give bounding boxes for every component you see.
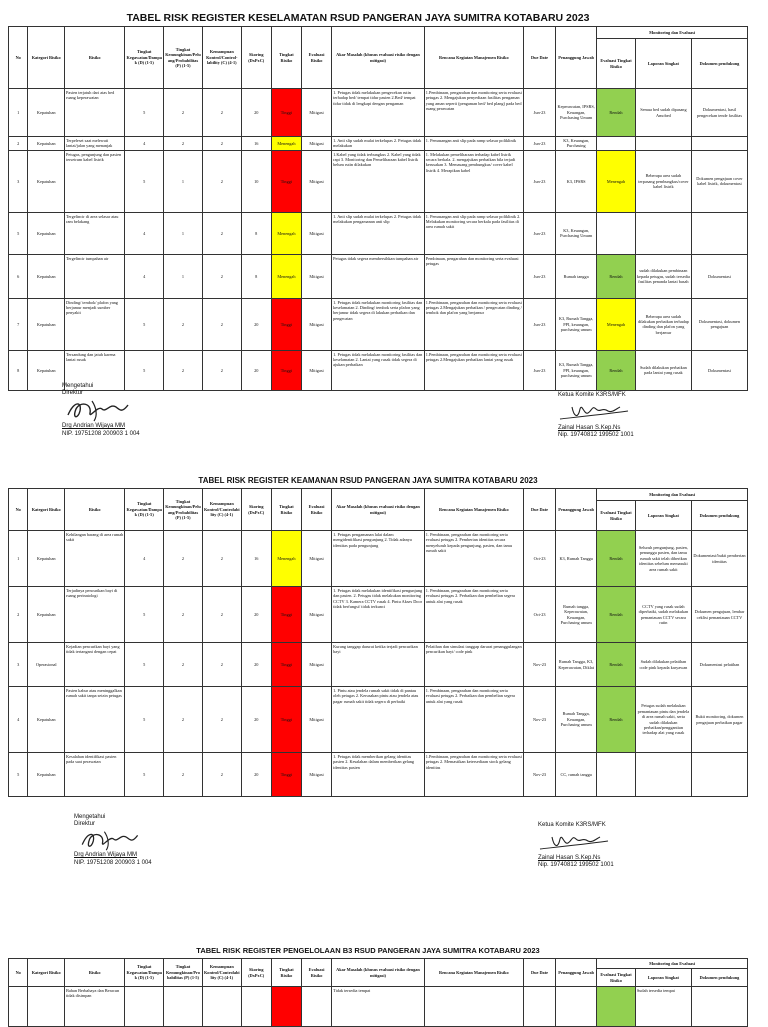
col-akar: Akar Masalah (khusus evaluasi risiko dengan mitigasi): [332, 959, 425, 987]
due-cell: Jun-23: [523, 298, 555, 350]
dok-cell: Dokumen pengajuan cover kabel listrik, dokumentasi: [691, 150, 747, 212]
col-akar: Akar Masalah (khusus evaluasi risiko dengan mitigasi): [332, 27, 425, 89]
dok-cell: [691, 212, 747, 254]
no-cell: 3: [9, 643, 28, 687]
col-dampak: Tingkat Kegawatan/Dampak (D) (1-5): [125, 27, 164, 89]
section-title: TABEL RISK REGISTER PENGELOLAAN B3 RSUD PANGERAN JAYA SUMITRA KOTABARU 2023: [196, 946, 540, 955]
sign-nip: Nip. 19740812 199502 1001: [558, 432, 634, 439]
p-cell: 2: [164, 753, 203, 797]
p-cell: 2: [164, 137, 203, 151]
table-row: [9, 212, 748, 254]
lap-cell: Sudah dilakukan pelatihan code pink kepada karyawan: [635, 643, 691, 687]
laporan-cell: Sudah tersedia tempat: [635, 987, 691, 1027]
due-cell: Nov-23: [523, 753, 555, 797]
col-kontrol: Kemampuan Kontrol/Controlability (C) (4-1): [202, 959, 241, 987]
due-cell: Jun-23: [523, 212, 555, 254]
akar-cell: 1. Petugas tidak memberikan gelang identitas pasien 2. Kesalahan dalam memberikan gelang identitas pasien: [332, 753, 425, 797]
c-cell: 2: [202, 137, 241, 151]
kategori-cell: Kepatuhan: [28, 531, 65, 587]
eval-cell: Mitigasi: [301, 298, 331, 350]
kategori-cell: Kepatuhan: [28, 753, 65, 797]
col-evtingkat: Evaluasi Tingkat Risiko: [597, 969, 636, 987]
d-cell: 5: [125, 150, 164, 212]
p-cell: 2: [164, 531, 203, 587]
eval-cell: Mitigasi: [301, 150, 331, 212]
c-cell: 2: [202, 150, 241, 212]
due-cell: Oct-23: [523, 531, 555, 587]
col-peluang: Tingkat Kemungkinan/Peluang/Probabilitas (P) (1-5): [164, 489, 203, 531]
akar-cell: Tidak tersedia tempat: [332, 987, 425, 1027]
col-dokumen: Dokumen pendukung: [691, 969, 747, 987]
akar-cell: 1. Petugas tidak melakukan monitoring fasilitas dan keselamatan 2. Dinding/ tembok serta plafon yang berjamur tidak segera di lakukan perbaikan dan pengecatan: [332, 298, 425, 350]
section-title: TABEL RISK REGISTER KEAMANAN RSUD PANGERAN JAYA SUMITRA KOTABARU 2023: [198, 476, 538, 485]
dok-cell: Dokumentasi: [691, 350, 747, 390]
due-cell: Jun-23: [523, 137, 555, 151]
lap-cell: [635, 212, 691, 254]
p-cell: 2: [164, 89, 203, 137]
no-cell: 8: [9, 350, 28, 390]
lap-cell: Seluruh pengunjung, pasien, penunggu pasien, dan tamu rumah sakit telah diberikan identitas sebelum memasuki area rumah sakit: [635, 531, 691, 587]
lap-cell: [635, 137, 691, 151]
due-cell: Nov-23: [523, 687, 555, 753]
risiko-cell: Dinding/ tembok/ plafon yang berjamur menjadi sumber penyakit: [65, 298, 125, 350]
table-row: [9, 687, 748, 753]
rencana-cell: 1. Pembinaan, pengarahan dan monitoring serta evaluasi petugas 2. Perbaikan dan pembelian segera untuk alat yang rusak: [424, 587, 523, 643]
evt-cell: [597, 212, 636, 254]
table-row: [9, 587, 748, 643]
c-cell: 2: [202, 298, 241, 350]
no-cell: 6: [9, 254, 28, 298]
c-cell: 2: [202, 531, 241, 587]
due-cell: Jun-23: [523, 150, 555, 212]
due-cell: Oct-23: [523, 587, 555, 643]
akar-cell: 1. Petugas pengamanan lalai dalam mengidentifikasi pengunjung 2. Tidak adanya identitas pada pengunjung: [332, 531, 425, 587]
rencana-cell: 1.Pembinaan, pengarahan dan monitoring serta evaluasi petugas 2. Mengajukan penyediaan fasilitas pengaman yang aman seperti (pengaman bed/ bed plang) pada bed ruang perawatan: [424, 89, 523, 137]
p-cell: 2: [164, 587, 203, 643]
d-cell: 5: [125, 753, 164, 797]
pj-cell: K3, IPSRS: [556, 150, 597, 212]
signature-right: [558, 392, 638, 440]
col-pj: Penanggung Jawab: [556, 489, 597, 531]
due-cell: Nov-23: [523, 643, 555, 687]
dok-cell: [691, 137, 747, 151]
kategori-cell: Kepatuhan: [28, 137, 65, 151]
table-row: [9, 298, 748, 350]
table-row: [9, 150, 748, 212]
col-peluang: Tingkat Kemungkinan/Peluang/Probabilitas (P) (1-5): [164, 27, 203, 89]
no-cell: 1: [9, 531, 28, 587]
lap-cell: Petugas sudah melakukan pemantauan pintu dan jendela di area rumah sakit, serta sudah dilakukan perbaikan/penggantian terhadap alat yang rusak: [635, 687, 691, 753]
kategori-cell: Operasional: [28, 643, 65, 687]
rencana-cell: Pelatihan dan simulasi tanggap darurat penanggulangan pencurikan bayi/ code pink: [424, 643, 523, 687]
eval-cell: Mitigasi: [301, 254, 331, 298]
evt-cell: Rendah: [597, 531, 636, 587]
sign-label: Mengetahui: [74, 814, 106, 820]
col-evaluasi: Evaluasi Risiko: [301, 959, 331, 987]
col-kategori: Kategori Risiko: [28, 959, 65, 987]
sign-role: Direktur: [74, 821, 96, 828]
lap-cell: Beberapa area sudah terpasang pembungkus/cover kabel listrik: [635, 150, 691, 212]
akar-cell: 1. Petugas tidak melakukan pengecekan rutin terhadap bed/ tempat tidur pasien 2.Bed/ tempat tidur tidak di lengkapi dengan pengaman: [332, 89, 425, 137]
c-cell: 2: [202, 350, 241, 390]
c-cell: 2: [202, 212, 241, 254]
table-row: [9, 753, 748, 797]
eval-cell: Mitigasi: [301, 350, 331, 390]
c-cell: 2: [202, 89, 241, 137]
skor-cell: 20: [241, 753, 271, 797]
col-peluang: Tingkat Kemungkinan/Probabilitas (P) (1-5): [164, 959, 203, 987]
skor-cell: 8: [241, 254, 271, 298]
skor-cell: 10: [241, 150, 271, 212]
d-cell: 5: [125, 89, 164, 137]
eval-cell: Mitigasi: [301, 531, 331, 587]
due-cell: Jun-23: [523, 89, 555, 137]
col-pj: Penanggung Jawab: [556, 959, 597, 987]
evt-cell: Rendah: [597, 687, 636, 753]
skor-cell: 8: [241, 212, 271, 254]
no-cell: 2: [9, 137, 28, 151]
akar-cell: Petugas tidak segera membersihkan tumpahan air: [332, 254, 425, 298]
col-kategori: Kategori Risiko: [28, 27, 65, 89]
akar-cell: 1. Petugas tidak melakukan monitoring fasilitas dan keselamatan 2. Lantai yang rusak tidak segera di ajukan perbaikan: [332, 350, 425, 390]
col-risiko: Risiko: [65, 489, 125, 531]
evt-cell: Rendah: [597, 350, 636, 390]
col-due: Due Date: [523, 489, 555, 531]
col-monev: Monitoring dan Evaluasi: [597, 959, 748, 969]
d-cell: 5: [125, 298, 164, 350]
signature-image: [74, 828, 144, 852]
skor-cell: 16: [241, 531, 271, 587]
sign-name: Drg Andrian Wijaya MM: [62, 423, 126, 430]
col-evtingkat: Evaluasi Tingkat Risiko: [597, 501, 636, 531]
sign-label: Ketua Komite K3RS/MFK: [558, 392, 626, 398]
c-cell: 2: [202, 643, 241, 687]
col-dokumen: Dokumen pendukung: [691, 501, 747, 531]
col-monev: Monitoring dan Evaluasi: [597, 489, 748, 501]
akar-cell: Kurang tanggap darurat ketika terjadi pencurikan bayi: [332, 643, 425, 687]
dok-cell: [691, 753, 747, 797]
lap-cell: CCTV yang rusak sudah diperbaiki, sudah melakukan pemantauan CCTV secara rutin: [635, 587, 691, 643]
sign-name: Zainal Hasan S.Kep.Ns: [538, 855, 601, 862]
rencana-cell: 1.Pembinaan, pengarahan dan monitoring serta evaluasi petugas 2. Memastikan ketersediaan stock gelang identitas: [424, 753, 523, 797]
no-cell: 4: [9, 687, 28, 753]
col-no: No: [9, 489, 28, 531]
d-cell: 4: [125, 254, 164, 298]
evt-cell: [597, 753, 636, 797]
col-laporan: Laporan Singkat: [635, 969, 691, 987]
table-row: [9, 254, 748, 298]
col-laporan: Laporan Singkat: [635, 501, 691, 531]
rencana-cell: 1. Pemasangan anti slip pada ramp selasar poliklinik 2. Melakukan monitoring secara berkala pada fasilitas di area rumah sakit: [424, 212, 523, 254]
section-keamanan: [8, 476, 748, 797]
kategori-cell: Kepatuhan: [28, 298, 65, 350]
rencana-cell: 1. Pemasangan anti slip pada ramp selasar poliklinik: [424, 137, 523, 151]
evt-cell: Rendah: [597, 643, 636, 687]
skor-cell: 20: [241, 298, 271, 350]
evt-cell: Rendah: [597, 587, 636, 643]
col-pj: Penanggung Jawab: [556, 27, 597, 89]
table-row: [9, 643, 748, 687]
p-cell: 2: [164, 643, 203, 687]
skor-cell: 20: [241, 350, 271, 390]
risiko-cell: Tergelincir tumpahan air: [65, 254, 125, 298]
table-row: [9, 531, 748, 587]
col-dokumen: Dokumen pendukung: [691, 39, 747, 89]
col-evtingkat: Evaluasi Tingkat Risiko: [597, 39, 636, 89]
dok-cell: Dokumentasi pelatihan: [691, 643, 747, 687]
risiko-cell: Kesalahan identifikasi pasien pada saat perawatan: [65, 753, 125, 797]
eval-cell: Mitigasi: [301, 687, 331, 753]
sign-name: Zainal Hasan S.Kep.Ns: [558, 425, 621, 432]
eval-cell: Mitigasi: [301, 137, 331, 151]
signature-image: [558, 399, 638, 425]
dok-cell: Dokumentasi: [691, 254, 747, 298]
c-cell: 2: [202, 254, 241, 298]
col-laporan: Laporan Singkat: [635, 39, 691, 89]
tingkat-cell: Tinggi: [271, 753, 301, 797]
c-cell: 2: [202, 687, 241, 753]
pj-cell: K3, Rumah Tangga, PPI, keuangan, purchasing umum: [556, 298, 597, 350]
skor-cell: 20: [241, 587, 271, 643]
section-b3: [8, 946, 748, 1027]
skor-cell: 20: [241, 643, 271, 687]
col-no: No: [9, 959, 28, 987]
tingkat-cell: Tinggi: [271, 587, 301, 643]
sign-name: Drg Andrian Wijaya MM: [74, 852, 138, 859]
rencana-cell: 1. Pembinaan, pengarahan dan monitoring serta evaluasi petugas 2. Pemberian identitas secara menyeluruh kepada pengunjung, pasien, dan tamu rumah sakit: [424, 531, 523, 587]
kategori-cell: Kepatuhan: [28, 587, 65, 643]
risiko-cell: Bahan Berbahaya dan Beracun tidak disimpan: [65, 987, 125, 1027]
pj-cell: K3, Keuangan, Purchasing: [556, 137, 597, 151]
sign-nip: NIP. 19751208 200903 1 004: [74, 859, 152, 866]
col-skoring: Skoring (DxPxC): [241, 959, 271, 987]
tingkat-cell: Tinggi: [271, 298, 301, 350]
pj-cell: K3, Rumah Tangga: [556, 531, 597, 587]
col-kontrol: Kemampuan Kontrol/Controlability (C) (4-1): [202, 489, 241, 531]
p-cell: 2: [164, 350, 203, 390]
section-title: TABEL RISK REGISTER KESELAMATAN RSUD PANGERAN JAYA SUMITRA KOTABARU 2023: [126, 12, 590, 24]
table-row: [9, 89, 748, 137]
pj-cell: Rumah tangga: [556, 254, 597, 298]
col-no: No: [9, 27, 28, 89]
pj-cell: K3, Keuangan, Purchasing Umum: [556, 212, 597, 254]
sign-label: Ketua Komite K3RS/MFK: [538, 822, 606, 828]
due-cell: Jun-23: [523, 254, 555, 298]
p-cell: 1: [164, 150, 203, 212]
lap-cell: sudah dilakukan pembinaan kepada petugas, sudah tersedia fasilitas penanda lantai basah: [635, 254, 691, 298]
sign-nip: NIP. 19751208 200903 1 004: [62, 430, 140, 437]
col-tingkat: Tingkat Risiko: [271, 959, 301, 987]
tingkat-cell: Tinggi: [271, 643, 301, 687]
sign-role: Direktur: [62, 390, 84, 397]
kategori-cell: Kepatuhan: [28, 687, 65, 753]
no-cell: 3: [9, 150, 28, 212]
no-cell: 5: [9, 212, 28, 254]
risiko-cell: Pasien kabur atau meninggalkan rumah sakit tanpa seizin petugas: [65, 687, 125, 753]
col-akar: Akar Masalah (khusus evaluasi risiko dengan mitigasi): [332, 489, 425, 531]
col-skoring: Skoring (DxPxC): [241, 489, 271, 531]
risiko-cell: Kejadian pencurikan bayi yang tidak tertangani dengan cepat: [65, 643, 125, 687]
evt-cell: Rendah: [597, 254, 636, 298]
c-cell: 2: [202, 753, 241, 797]
evt-cell: Menengah: [597, 150, 636, 212]
kategori-cell: Kepatuhan: [28, 150, 65, 212]
evt-cell: [597, 987, 636, 1027]
sign-nip: Nip. 19740812 199502 1001: [538, 862, 614, 869]
col-evaluasi: Evaluasi Risiko: [301, 489, 331, 531]
skor-cell: 20: [241, 89, 271, 137]
eval-cell: Mitigasi: [301, 643, 331, 687]
due-cell: Jun-23: [523, 350, 555, 390]
no-cell: 7: [9, 298, 28, 350]
col-skoring: Skoring (DxPxC): [241, 27, 271, 89]
col-tingkat: Tingkat Risiko: [271, 489, 301, 531]
signature-left: [74, 814, 152, 867]
rencana-cell: 1. Pembinaan, pengarahan dan monitoring serta evaluasi petugas 2. Perbaikan dan pembelian segera untuk alat yang rusak: [424, 687, 523, 753]
dok-cell: Dokumen pengajuan, lembar ceklist pemantauan CCTV: [691, 587, 747, 643]
lap-cell: Beberapa area sudah dilakukan perbaikan terhadap dinding dan plafon yang berjamur: [635, 298, 691, 350]
d-cell: 5: [125, 687, 164, 753]
risk-table: [8, 958, 748, 1027]
col-risiko: Risiko: [65, 959, 125, 987]
no-cell: 1: [9, 89, 28, 137]
rencana-cell: Pembinaan, pengarahan dan monitoring serta evaluasi petugas: [424, 254, 523, 298]
d-cell: 4: [125, 212, 164, 254]
col-risiko: Risiko: [65, 27, 125, 89]
risk-table: [8, 26, 748, 391]
col-rencana: Rencana Kegiatan Manajemen Risiko: [424, 959, 523, 987]
no-cell: 2: [9, 587, 28, 643]
d-cell: 5: [125, 643, 164, 687]
skor-cell: 16: [241, 137, 271, 151]
dok-cell: Dokumentasi, dokumen pengajuan: [691, 298, 747, 350]
akar-cell: 1. Anti slip sudah mulai terkelupas 2. Petugas tidak melakukan pengamanan anti slip: [332, 212, 425, 254]
risiko-cell: Pasien terjatuh dari atas bed ruang keperawatan: [65, 89, 125, 137]
p-cell: 1: [164, 254, 203, 298]
col-rencana: Rencana Kegiatan Manajemen Risiko: [424, 489, 523, 531]
tingkat-cell: Menengah: [271, 254, 301, 298]
signature-left: [62, 383, 140, 438]
evt-cell: [597, 137, 636, 151]
col-kontrol: Kemampuan Kontrol/Control-lability (C) (4-1): [202, 27, 241, 89]
evt-cell: Rendah: [597, 89, 636, 137]
akar-cell: 1.Kabel yang tidak terbungkus 2. Kabel yang tidak rapi 3. Monitoring dan Pemeliharaan kabel listrik belum rutin dilakukan: [332, 150, 425, 212]
c-cell: 2: [202, 587, 241, 643]
akar-cell: 1. Petugas tidak melakukan identifikasi pengunjung dan pasien. 2. Petugas tidak melakukan monitoring CCTV 3. Kamera CCTV rusak 4. Pintu Akses Door tidak berfungsi/ tidak terkunci: [332, 587, 425, 643]
signature-right: [538, 822, 618, 870]
p-cell: 2: [164, 687, 203, 753]
kategori-cell: Kepatuhan: [28, 254, 65, 298]
pj-cell: Rumah Tangga, K3, Keperawatan, Diklat: [556, 643, 597, 687]
col-kategori: Kategori Risiko: [28, 489, 65, 531]
rencana-cell: 1. Melakukan pemeliharaan terhadap kabel listrik secara berkala. 2. mengajukan perbaikan bila terjadi kerusakan 3. Memasang pembungkus/ cover kabel listrik 4. Merapikan kabel: [424, 150, 523, 212]
rencana-cell: 1.Pembinaan, pengarahan dan monitoring serta evaluasi petugas 2.Mengajukan perbaikan lantai yang rusak: [424, 350, 523, 390]
risiko-cell: Petugas, pengunjung dan pasien tersetrum kabel listrik: [65, 150, 125, 212]
risiko-cell: Terjadinya pencurikan bayi di ruang perinatologi: [65, 587, 125, 643]
evt-cell: Menengah: [597, 298, 636, 350]
pj-cell: Rumah tangga, Keperawatan, Keuangan, Purchasing umum: [556, 587, 597, 643]
skor-cell: 20: [241, 687, 271, 753]
kategori-cell: Kepatuhan: [28, 89, 65, 137]
risiko-cell: Kehilangan barang di area rumah sakit: [65, 531, 125, 587]
signature-image: [538, 829, 618, 855]
dok-cell: Bukti monitoring, dokumen pengajuan perbaikan pagar: [691, 687, 747, 753]
col-dampak: Tingkat Kegawatan/Dampak (D) (1-5): [125, 959, 164, 987]
col-rencana: Rencana Kegiatan Manajemen Risiko: [424, 27, 523, 89]
lap-cell: Semua bed sudah dipasang Amobed: [635, 89, 691, 137]
akar-cell: 1. Pintu atau jendela rumah sakit tidak di pantau oleh petugas 2. Kerusakan pintu atau jendela atau pagar rumah sakit tidak segera di perbaiki: [332, 687, 425, 753]
no-cell: 5: [9, 753, 28, 797]
d-cell: 4: [125, 531, 164, 587]
pj-cell: CC, rumah tangga: [556, 753, 597, 797]
section-keselamatan: [8, 12, 748, 391]
eval-cell: Mitigasi: [301, 212, 331, 254]
risiko-cell: Tersandung dan jatuh karena lantai rusak: [65, 350, 125, 390]
kategori-cell: Kepatuhan: [28, 350, 65, 390]
tingkat-cell: Menengah: [271, 531, 301, 587]
col-dampak: Tingkat Kegawatan/Dampak (D) (1-5): [125, 489, 164, 531]
d-cell: 4: [125, 137, 164, 151]
table-row: [9, 987, 748, 1027]
tingkat-cell: Tinggi: [271, 89, 301, 137]
risiko-cell: Terpeleset saat melewati lantai/jalan yang menanjak: [65, 137, 125, 151]
eval-cell: Mitigasi: [301, 587, 331, 643]
dok-cell: Dokumentasi/bukti pemberian identitas: [691, 531, 747, 587]
risk-table: [8, 488, 748, 797]
d-cell: 5: [125, 350, 164, 390]
pj-cell: K3, Rumah Tangga, PPI, keuangan, purchasing umum: [556, 350, 597, 390]
pj-cell: Keperawatan, IPSRS, Keuangan, Purchasing Umum: [556, 89, 597, 137]
col-due: Due Date: [523, 27, 555, 89]
tingkat-cell: Tinggi: [271, 150, 301, 212]
pj-cell: Rumah Tangga, Keuangan, Purchasing umum: [556, 687, 597, 753]
eval-cell: Mitigasi: [301, 89, 331, 137]
col-evaluasi: Evaluasi Risiko: [301, 27, 331, 89]
tingkat-cell: Menengah: [271, 137, 301, 151]
col-due: Due Date: [523, 959, 555, 987]
p-cell: 1: [164, 212, 203, 254]
dok-cell: Dokumentasi, hasil pengecekan tende fasilitas: [691, 89, 747, 137]
table-row: [9, 137, 748, 151]
p-cell: 2: [164, 298, 203, 350]
sign-label: Mengetahui: [62, 383, 94, 389]
lap-cell: Sudah dilakukan perbaikan pada lantai yang rusak: [635, 350, 691, 390]
tingkat-cell: Tinggi: [271, 350, 301, 390]
akar-cell: 1. Anti slip sudah mulai terkelupas 2. Petugas tidak melakukan: [332, 137, 425, 151]
tingkat-cell: [271, 987, 301, 1027]
risiko-cell: Tergelincir di area selasar atau ram belakang: [65, 212, 125, 254]
col-tingkat: Tingkat Risiko: [271, 27, 301, 89]
signature-image: [62, 397, 132, 423]
rencana-cell: 1.Pembinaan, pengarahan dan monitoring serta evaluasi petugas 2.Mengajukan perbaikan / pengecatan dinding / tembok dan plafon yang berjamur: [424, 298, 523, 350]
kategori-cell: Kepatuhan: [28, 212, 65, 254]
d-cell: 5: [125, 587, 164, 643]
tingkat-cell: Tinggi: [271, 687, 301, 753]
col-monev: Monitoring dan Evaluasi: [597, 27, 748, 39]
lap-cell: [635, 753, 691, 797]
tingkat-cell: Menengah: [271, 212, 301, 254]
eval-cell: Mitigasi: [301, 753, 331, 797]
